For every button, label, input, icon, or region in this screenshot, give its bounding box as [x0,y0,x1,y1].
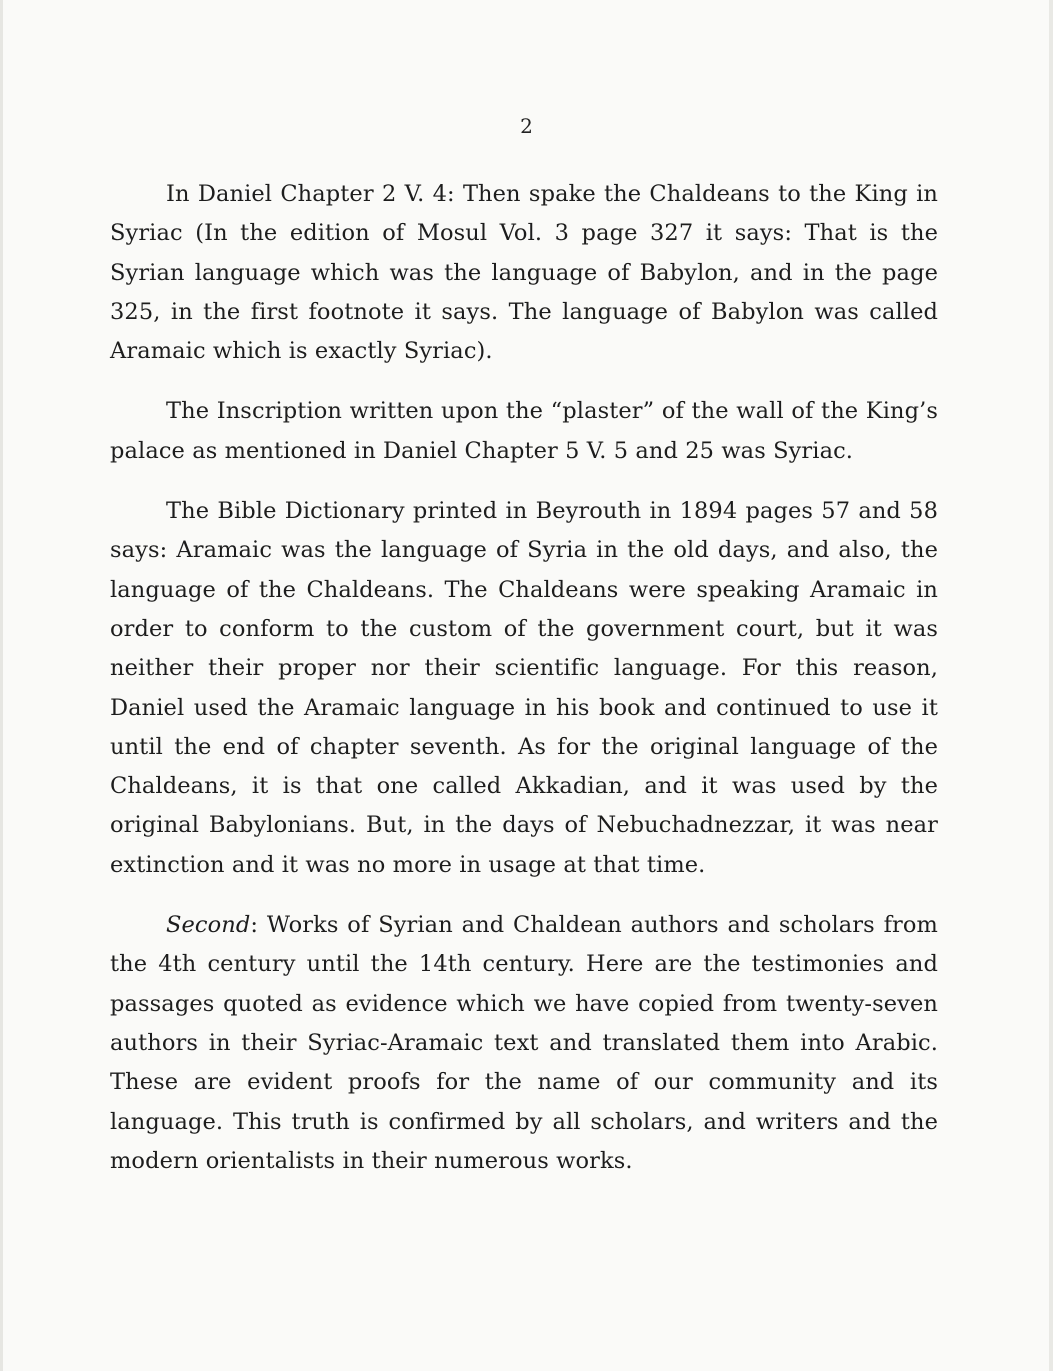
page-number: 2 [520,114,533,138]
page-edge-right [1049,0,1053,1371]
paragraph-4 [110,906,938,1181]
paragraph-2: The Inscription written upon the “plaster” of the wall of the King’s palace as mentioned in Daniel Chapter 5 V. 5 and 25 was Syriac. [110,398,938,464]
body-text [110,175,938,1202]
paragraph-4-lead: Second [166,912,251,939]
paragraph-4-text: : Works of Syrian and Chaldean authors and scholars from the 4th century until the 14th century. Here are the testimonies and passages quoted as evidence which we have copied from twenty-seven authors in their Syriac-Aramaic text and translated them into Arabic. These are evident proofs for the name of our community and its language. This truth is confirmed by all scholars, and writers and the modern orientalists in their numerous works. [110,912,938,1174]
paragraph-1: In Daniel Chapter 2 V. 4: Then spake the Chaldeans to the King in Syriac (In the edition of Mosul Vol. 3 page 327 it says: That is the Syrian language which was the language of Babylon, and in the page 325, in the first footnote it says. The language of Babylon was called Aramaic which is exactly Syriac). [110,181,938,365]
page-edge-left [0,0,3,1371]
paragraph-3: The Bible Dictionary printed in Beyrouth in 1894 pages 57 and 58 says: Aramaic was the language of Syria in the old days, and also, the language of the Chaldeans. The Chaldeans were speaking Aramaic in order to conform to the custom of the government court, but it was neither their proper nor their scientific language. For this reason, Daniel used the Aramaic language in his book and continued to use it until the end of chapter seventh. As for the original language of the Chaldeans, it is that one called Akkadian, and it was used by the original Babylonians. But, in the days of Nebuchadnezzar, it was near extinction and it was no more in usage at that time. [110,498,938,878]
